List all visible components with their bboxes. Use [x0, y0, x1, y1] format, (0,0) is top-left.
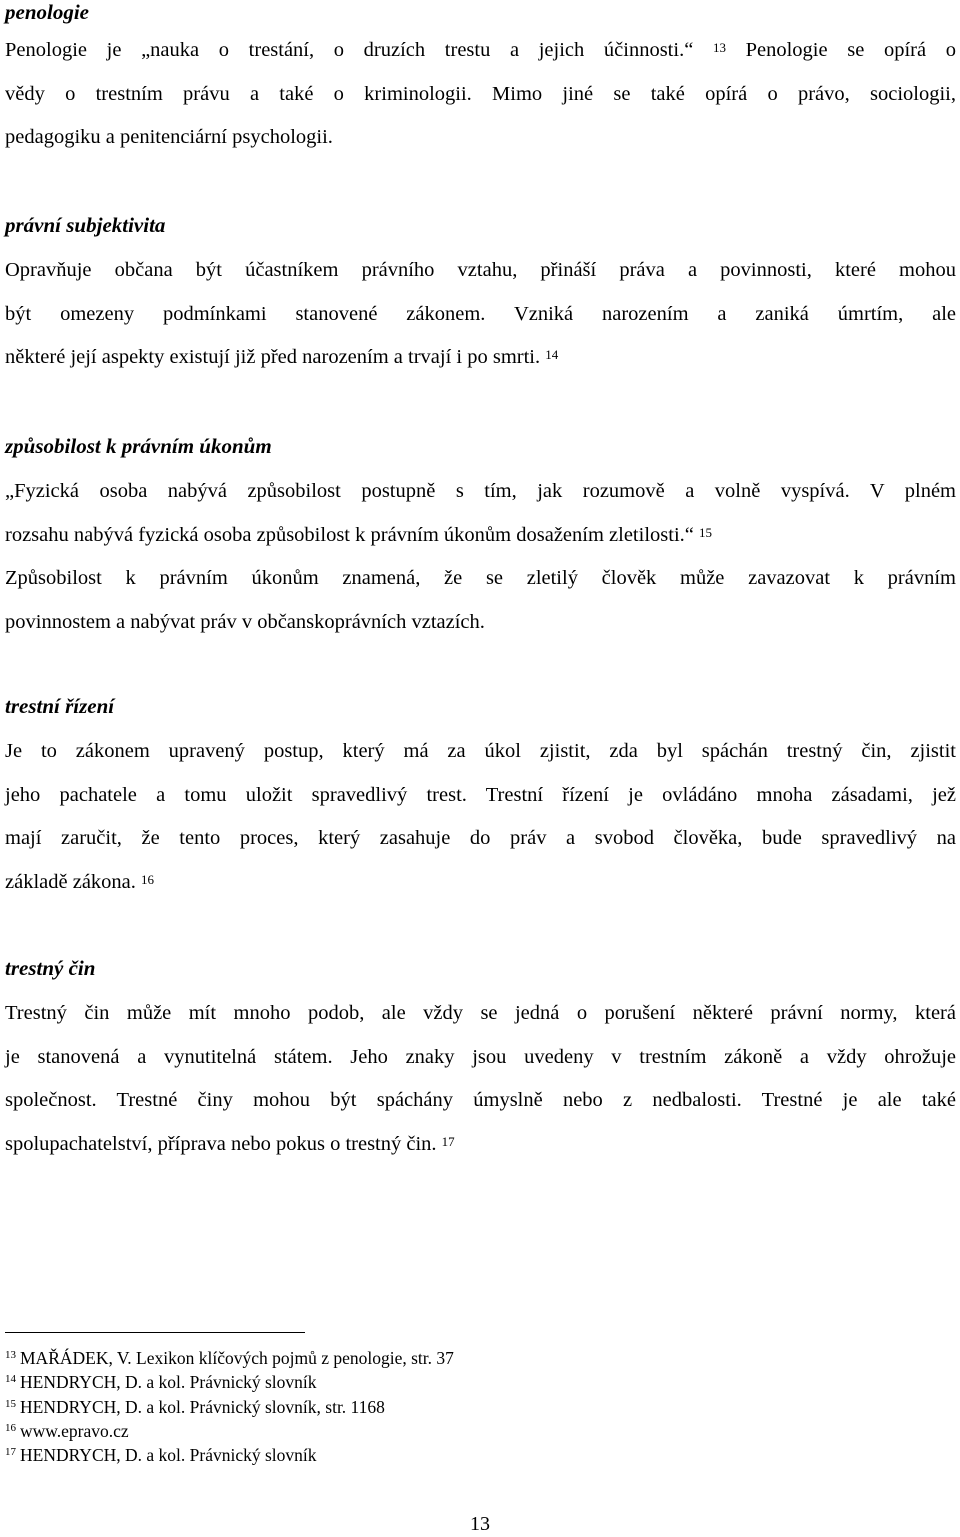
footnote-item — [5, 1370, 454, 1394]
text-line: povinnostem a nabývat práv v občanskoprávních vztazích. — [5, 610, 485, 633]
section-body — [5, 249, 956, 380]
section-heading: penologie — [5, 0, 89, 24]
section-penologie — [5, 0, 956, 160]
section-pravni-subjektivita — [5, 213, 956, 380]
page-number: 13 — [470, 1513, 490, 1535]
section-heading: právní subjektivita — [5, 213, 166, 237]
footnote-number: 13 — [5, 1349, 16, 1361]
text-line: „Fyzická osoba nabývá způsobilost postupně s tím, jak rozumově a volně vyspívá. V plném — [5, 480, 956, 502]
section-body — [5, 29, 956, 160]
footnote-text: HENDRYCH, D. a kol. Právnický slovník — [20, 1445, 317, 1466]
footnote-text[interactable]: www.epravo.cz — [20, 1420, 129, 1441]
footnote-ref[interactable]: 14 — [545, 347, 559, 362]
footnote-number: 17 — [5, 1446, 16, 1459]
text-line: základě zákona. $^{16}$ — [5, 870, 155, 893]
text-line: rozsahu nabývá fyzická osoba způsobilost k právním úkonům dosažením zletilosti.“ $^{15}$ — [5, 523, 712, 546]
section-trestny-cin — [5, 956, 956, 1166]
text-line: pedagogiku a penitenciární psychologii. — [5, 126, 333, 148]
section-heading: trestný čin — [5, 956, 96, 980]
text-line: vědy o trestním právu a také o kriminologii. Mimo jiné se také opírá o právo, sociologii, — [5, 82, 956, 105]
text-line: jeho pachatele a tomu uložit spravedlivý trest. Trestní řízení je ovládáno mnoha zásadami, jež — [5, 783, 956, 806]
footnote-ref[interactable]: 16 — [141, 871, 155, 887]
text-line: Opravňuje občana být účastníkem právního vztahu, přináší práva a povinnosti, které mohou — [5, 259, 956, 281]
text-line: společnost. Trestné činy mohou být spáchány úmyslně nebo z nedbalosti. Trestné je ale také — [5, 1089, 956, 1111]
footnote-number: 15 — [5, 1397, 16, 1410]
footnotes — [5, 1346, 454, 1467]
text-line: být omezeny podmínkami stanovené zákonem. Vzniká narozením a zaniká úmrtím, ale — [5, 302, 957, 325]
footnote-item — [5, 1443, 454, 1467]
section-heading: způsobilost k právním úkonům — [5, 434, 272, 458]
footnote-ref[interactable]: 17 — [441, 1133, 455, 1149]
text-line: Penologie je „nauka o trestání, o druzích trestu a jejich účinnosti.“ $^{13}$ Penologie se opírá o — [5, 39, 956, 61]
section-zpusobilost — [5, 434, 956, 644]
text-line: některé její aspekty existují již před narozením a trvají i po smrti. $^{14}$ — [5, 346, 559, 368]
footnote-text: HENDRYCH, D. a kol. Právnický slovník, str. 1168 — [20, 1396, 385, 1417]
footnote-number: 16 — [5, 1421, 16, 1434]
section-body — [5, 992, 956, 1166]
footnote-item — [5, 1346, 454, 1370]
section-body — [5, 730, 956, 904]
footnote-item — [5, 1395, 454, 1419]
section-body — [5, 470, 956, 644]
text-line: mají zaručit, že tento proces, který zasahuje do práv a svobod člověka, bude spravedlivý na — [5, 827, 956, 849]
footnote-separator — [5, 1332, 305, 1333]
text-line: Je to zákonem upravený postup, který má za úkol zjistit, zda byl spáchán trestný čin, zjistit — [5, 740, 956, 762]
footnote-text: MAŘÁDEK, V. Lexikon klíčových pojmů z penologie, str. 37 — [20, 1348, 454, 1368]
footnote-number: 14 — [5, 1373, 16, 1386]
text-line: je stanovená a vynutitelná státem. Jeho znaky jsou uvedeny v trestním zákoně a vždy ohrožuje — [5, 1045, 956, 1068]
text-line: Způsobilost k právním úkonům znamená, že se zletilý člověk může zavazovat k právním — [5, 567, 956, 589]
section-trestni-rizeni — [5, 694, 956, 904]
footnote-text: HENDRYCH, D. a kol. Právnický slovník — [20, 1372, 317, 1393]
footnote-item — [5, 1419, 454, 1443]
text-line: spolupachatelství, příprava nebo pokus o trestný čin. $^{17}$ — [5, 1132, 455, 1155]
footnote-ref[interactable]: 13 — [712, 40, 726, 55]
text-line: Trestný čin může mít mnoho podob, ale vždy se jedná o porušení některé právní normy, která — [5, 1002, 956, 1024]
footnote-ref[interactable]: 15 — [699, 524, 712, 540]
section-heading: trestní řízení — [5, 694, 115, 718]
